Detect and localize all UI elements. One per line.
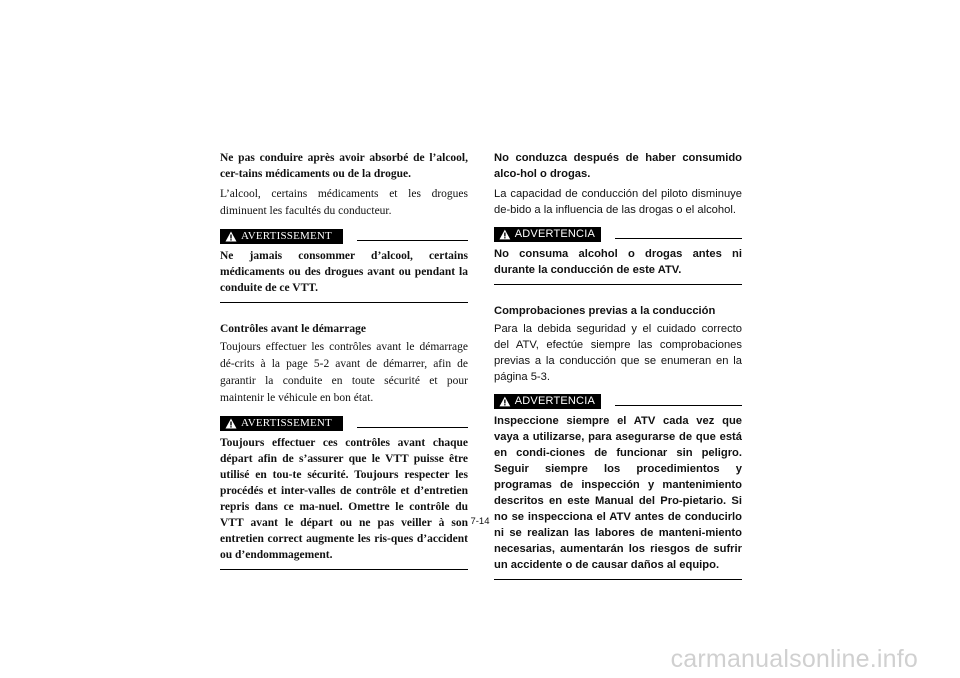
fr-warning-label-2: AVERTISSEMENT xyxy=(241,417,332,429)
fr-warning-label-1: AVERTISSEMENT xyxy=(241,230,332,242)
fr-paragraph-alcohol: L’alcool, certains médicaments et les drogues diminuent les facultés du conducteur. xyxy=(220,188,468,217)
es-warning-label-2: ADVERTENCIA xyxy=(514,395,595,407)
fr-warning-badge-2 xyxy=(220,416,343,431)
es-warning-label-1: ADVERTENCIA xyxy=(514,228,595,240)
french-column xyxy=(220,150,468,570)
es-warning-text-2: Inspeccione siempre el ATV cada vez que vaya a utilizarse, para asegurarse de que está en condi-ciones de funcionar sin peligro. Seguir siempre los procedimientos y programas de inspección y mantenimiento descritos en este Manual del Pro-pietario. Si no se inspecciona el ATV antes de conducirlo ni se realizan las labores de manteni-miento necesarias, aumentarán los riesgos de sufrir un accidente o de causar daños al equipo. xyxy=(494,415,742,571)
es-warning-header-1 xyxy=(494,226,742,242)
page-number: 7-14 xyxy=(470,516,490,527)
fr-heading-checks: Contrôles avant le démarrage xyxy=(220,323,366,335)
es-paragraph-alcohol: La capacidad de conducción del piloto disminuye de-bido a la influencia de las drogas o el alcohol. xyxy=(494,188,742,216)
es-warning-text-1: No consuma alcohol o drogas antes ni durante la conducción de este ATV. xyxy=(494,248,742,276)
warning-header-rule xyxy=(357,427,468,428)
warning-end-rule xyxy=(494,579,742,580)
es-warning-badge-1 xyxy=(494,227,601,242)
fr-heading-alcohol: Ne pas conduire après avoir absorbé de l’alcool, cer-tains médicaments ou de la drogue. xyxy=(220,152,468,180)
fr-warning-header-2 xyxy=(220,415,468,431)
warning-triangle-icon xyxy=(499,229,511,240)
warning-triangle-icon xyxy=(225,231,237,242)
fr-warning-header-1 xyxy=(220,228,468,244)
es-heading-alcohol: No conduzca después de haber consumido alco-hol o drogas. xyxy=(494,152,742,180)
fr-warning-badge-1 xyxy=(220,229,343,244)
watermark: carmanualsonline.info xyxy=(670,645,918,673)
warning-header-rule xyxy=(615,405,742,406)
fr-warning-text-2: Toujours effectuer ces contrôles avant chaque départ afin de s’assurer que le VTT puisse être utilisé en tou-te sécurité. Toujours respecter les procédés et inter-valles de contrôle et d’entretien repris dans ce ma-nuel. Omettre le contrôle du VTT avant le départ ou ne pas veiller à son entretien correct augmente les ris-ques d’accident ou d’endommagement. xyxy=(220,437,468,561)
es-heading-checks: Comprobaciones previas a la conducción xyxy=(494,305,716,317)
es-warning-header-2 xyxy=(494,393,742,409)
es-paragraph-checks: Para la debida seguridad y el cuidado correcto del ATV, efectúe siempre las comprobaciones previas a la conducción que se enumeran en la página 5-3. xyxy=(494,323,742,383)
fr-paragraph-checks: Toujours effectuer les contrôles avant le démarrage dé-crits à la page 5-2 avant de démarrer, afin de garantir la conduite en toute sécurité et pour maintenir le véhicule en bon état. xyxy=(220,341,468,404)
fr-warning-text-1: Ne jamais consommer d’alcool, certains médicaments ou des drogues avant ou pendant la conduite de ce VTT. xyxy=(220,250,468,294)
warning-end-rule xyxy=(220,569,468,570)
warning-triangle-icon xyxy=(499,396,511,407)
warning-triangle-icon xyxy=(225,418,237,429)
es-warning-badge-2 xyxy=(494,394,601,409)
warning-header-rule xyxy=(615,238,742,239)
warning-header-rule xyxy=(357,240,468,241)
